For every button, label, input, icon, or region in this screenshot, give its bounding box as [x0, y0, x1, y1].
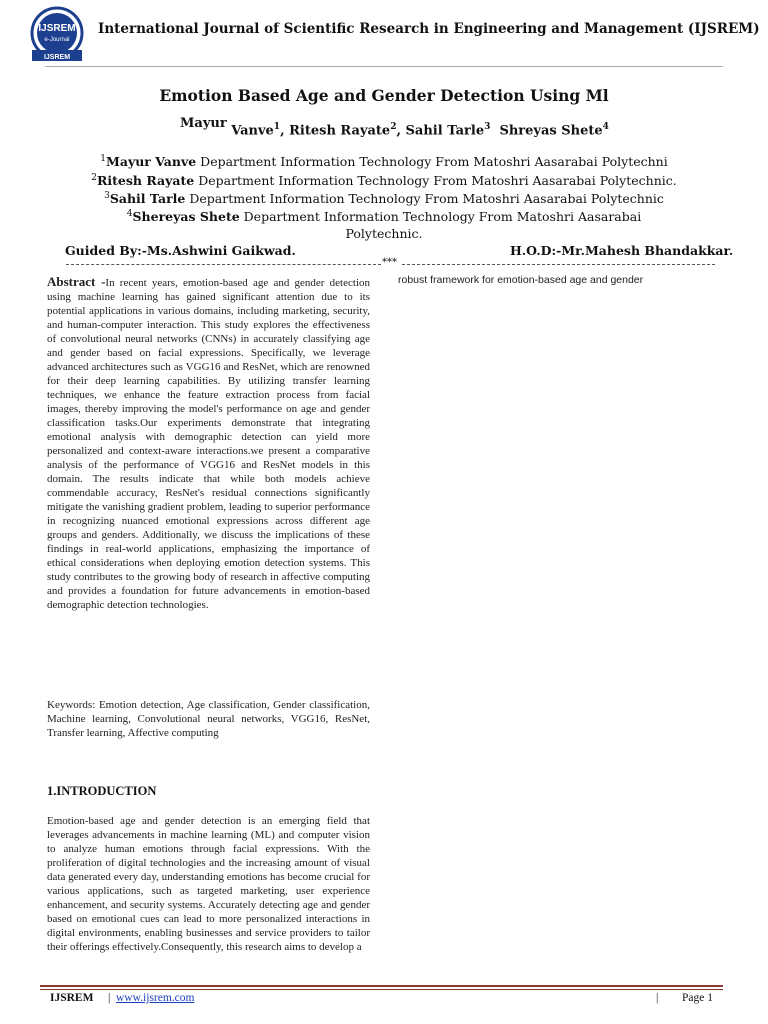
author-1: Vanve [231, 123, 274, 139]
footer-separator-right: | [656, 992, 659, 1004]
affiliation-4-continued: Polytechnic. [345, 226, 423, 241]
affiliation-3-name: Sahil Tarle [109, 191, 186, 207]
footer-brand: IJSREM [50, 992, 94, 1004]
journal-logo [26, 6, 88, 64]
author-1-sup: 1 [273, 122, 281, 132]
separator-stars: *** [382, 257, 397, 268]
right-column-text: robust framework for emotion-based age and gender [398, 274, 644, 286]
section-heading-introduction: 1.INTRODUCTION [47, 784, 157, 798]
logo-ribbon-text: IJSREM [43, 54, 71, 61]
affiliation-3-sup: 3 [104, 191, 110, 201]
page-number: Page 1 [682, 992, 713, 1004]
author-first-name: Mayur [180, 116, 227, 132]
affiliation-1-name: Mayur Vanve [106, 154, 197, 170]
affiliation-4-text: Department Information Technology From Matoshri Aasarabai [239, 209, 642, 225]
affiliation-4-name: Shereyas Shete [132, 209, 240, 225]
abstract-label: Abstract - [47, 274, 106, 289]
affiliation-1 [0, 154, 768, 169]
author-3: , Sahil Tarle [396, 123, 485, 139]
author-2-sup: 2 [390, 122, 397, 132]
hod: H.O.D:-Mr.Mahesh Bhandakkar. [510, 243, 734, 258]
affiliation-2 [0, 173, 768, 188]
guided-by: Guided By:-Ms.Ashwini Gaikwad. [65, 243, 296, 258]
author-4-sup: 4 [602, 122, 609, 132]
journal-title: International Journal of Scientific Research in Engineering and Management (IJSREM) [98, 21, 760, 37]
footer-rule-thin [40, 989, 723, 990]
keywords: Keywords: Emotion detection, Age classification, Gender classification, Machine learning, Convolutional neural networks, VGG16, ResNet, Transfer learning, Affective computing [47, 699, 370, 739]
separator-left [66, 264, 381, 265]
affiliation-4 [0, 209, 768, 224]
author-4: Shreyas Shete [490, 123, 603, 139]
abstract [47, 275, 370, 612]
logo-text: IJSREM [38, 23, 76, 34]
footer-rule-thick [40, 985, 723, 987]
abstract-text: In recent years, emotion-based age and gender detection using machine learning has gained significant attention due to its potential applications in various domains, including marketing, security, and human-computer interaction. This study explores the effectiveness of convolutional neural networks (CNNs) in accurately classifying age and gender based on facial expressions. Specifically, we leverage advanced architectures such as VGG16 and ResNet, which are renowned for their deep learning capabilities. By utilizing transfer learning techniques, we enhance the feature extraction process from facial images, thereby improving the model's performance on age and gender classification tasks.Our experiments demonstrate that integrating emotional analysis with demographic detection can yield more personalized and context-aware interactions.we present a comparative analysis of the performance of VGG16 and ResNet models in this domain. The results indicate that while both models achieve commendable accuracy, ResNet's residual connections significantly mitigate the vanishing gradient problem, leading to superior performance in recognizing nuanced emotional expressions across different age groups and genders. Additionally, we discuss the implications of these findings in real-world applications, emphasizing the importance of ethical considerations when deploying emotion detection systems. This study contributes to the growing body of research in affective computing and provides a foundation for future advancements in emotion-based demographic detection technologies. [47, 277, 370, 611]
author-2: , Ritesh Rayate [280, 123, 391, 139]
logo-subtext: e-Journal [44, 37, 70, 43]
affiliation-4-sup: 4 [126, 209, 133, 219]
affiliation-2-text: Department Information Technology From Matoshri Aasarabai Polytechnic. [194, 173, 677, 189]
affiliation-2-name: Ritesh Rayate [97, 173, 195, 189]
separator-right [402, 264, 715, 265]
footer-separator: | [108, 992, 111, 1004]
affiliation-3 [0, 191, 768, 206]
header-divider [45, 66, 723, 67]
affiliation-3-text: Department Information Technology From Matoshri Aasarabai Polytechnic [185, 191, 664, 207]
author-3-sup: 3 [484, 122, 491, 132]
affiliation-1-text: Department Information Technology From Matoshri Aasarabai Polytechni [196, 154, 668, 170]
affiliation-1-sup: 1 [100, 154, 107, 164]
author-list [180, 116, 640, 139]
introduction-text: Emotion-based age and gender detection is an emerging field that leverages advancements in machine learning (ML) and computer vision to analyze human emotions through facial expressions. With the proliferation of digital technologies and the increasing amount of visual data generated every day, understanding emotions has become crucial for various applications, such as targeted marketing, user experience enhancement, and security systems. Accurately detecting age and gender based on emotional cues can lead to more personalized interactions in digital environments, enabling businesses and service providers to tailor their offerings effectively.Consequently, this research aims to develop a [47, 815, 370, 953]
affiliation-2-sup: 2 [91, 173, 98, 183]
footer-website-link[interactable]: www.ijsrem.com [116, 992, 195, 1004]
paper-title: Emotion Based Age and Gender Detection Using Ml [159, 86, 609, 105]
